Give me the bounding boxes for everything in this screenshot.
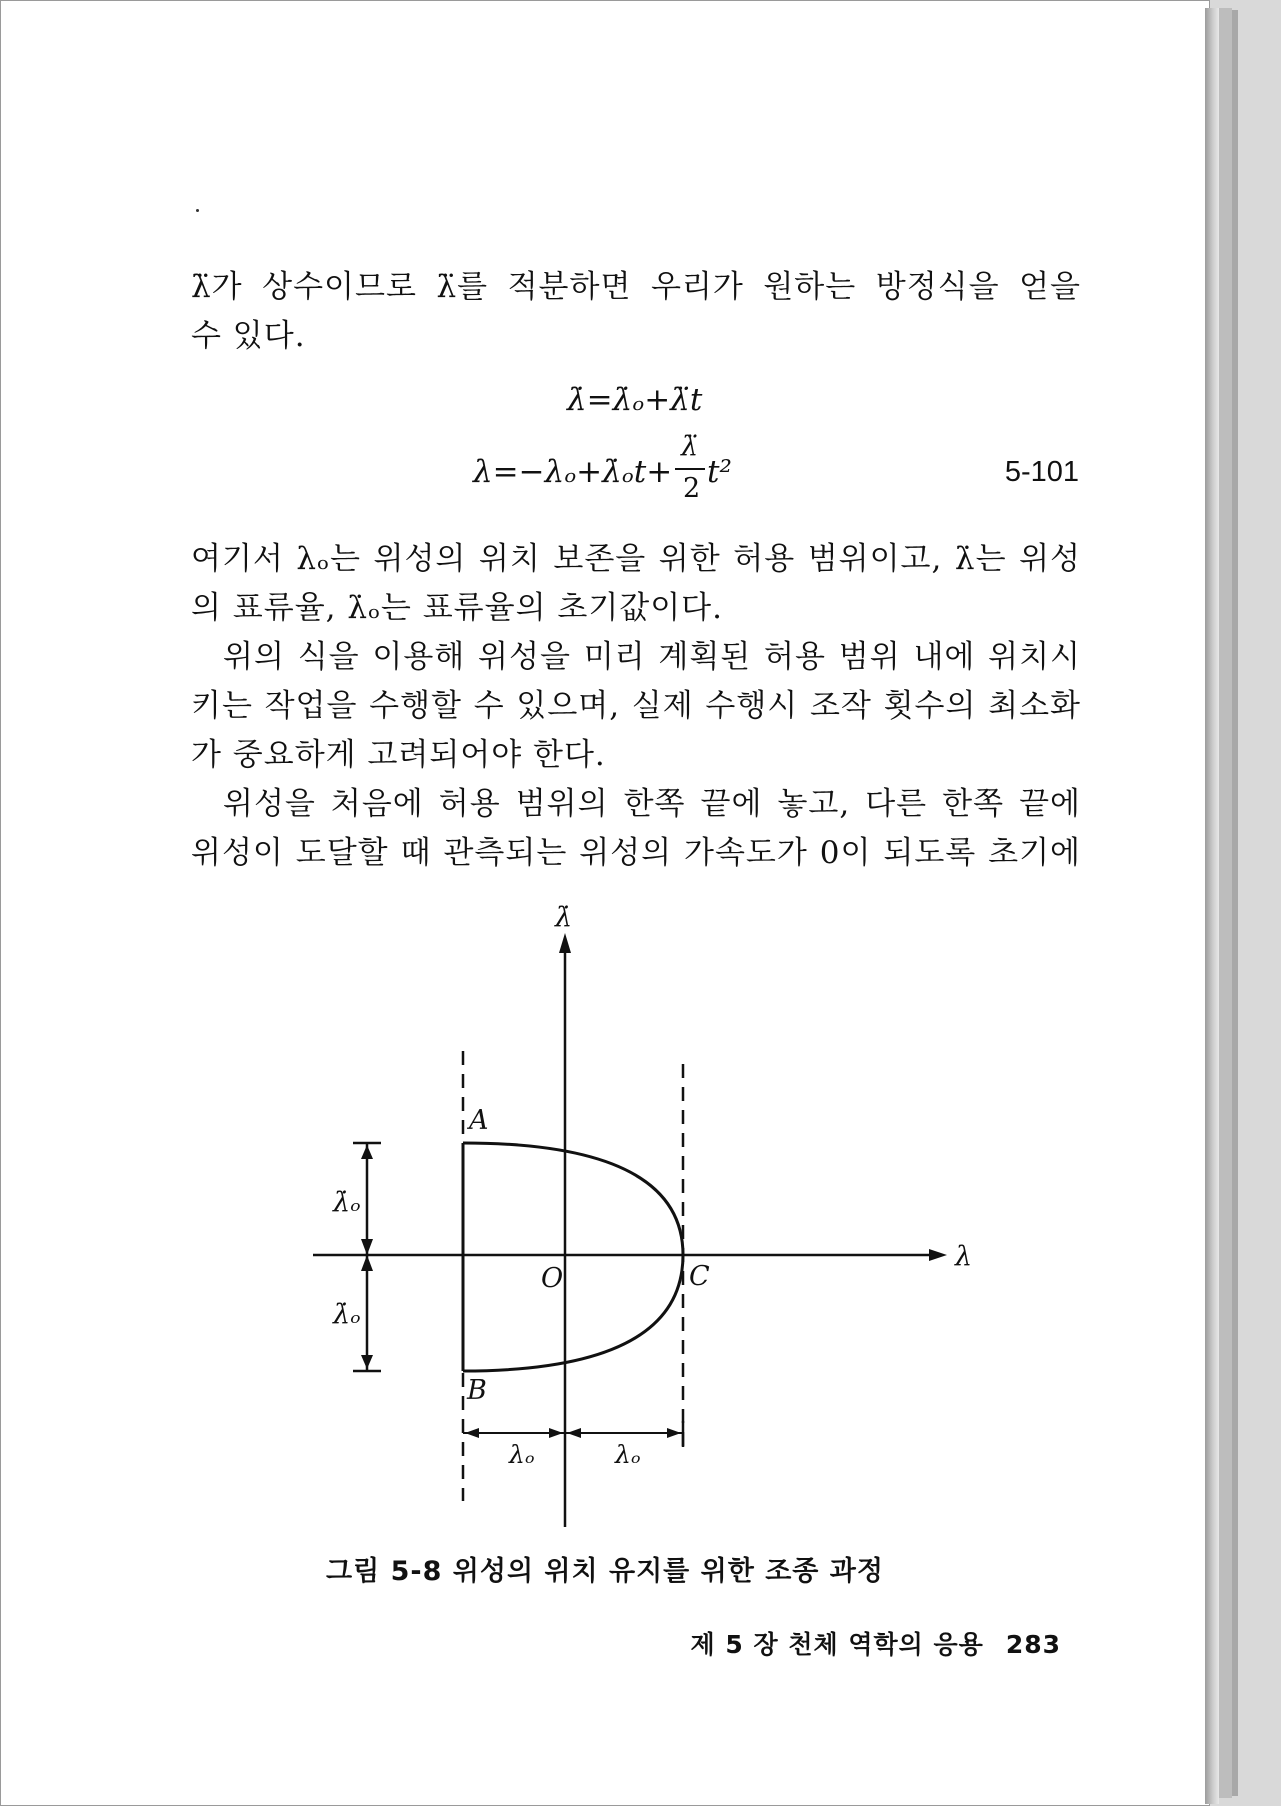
dim-arrow [567,1428,581,1438]
chapter-title: 제 5 장 천체 역학의 응용 [690,1630,984,1659]
origin-label: O [541,1263,564,1294]
x-axis-arrow [929,1249,947,1261]
dim-arrow [361,1239,373,1255]
y-axis-arrow [559,933,571,953]
paragraph-line: 여기서 λₒ는 위성의 위치 보존을 위한 허용 범위이고, λ̇는 위성 [191,541,1081,577]
point-c-label: C [689,1261,710,1292]
paragraph-line: 위성을 처음에 허용 범위의 한쪽 끝에 놓고, 다른 한쪽 끝에 [223,786,1081,822]
equation-2-fraction-numerator: λ̈ [681,431,699,462]
upper-dimension-label: λ̇ₒ [333,1187,361,1218]
lower-dimension-label: λ̇ₒ [333,1299,361,1330]
dim-arrow [667,1428,681,1438]
right-dimension-label: λₒ [615,1440,641,1469]
dim-arrow [361,1255,373,1271]
x-axis-label: λ [955,1241,973,1272]
point-a-label: A [469,1105,489,1136]
page-number: 283 [1005,1630,1061,1659]
paragraph-line: 위성이 도달할 때 관측되는 위성의 가속도가 0이 되도록 초기에 [191,835,1081,871]
equation-2-right: t² [707,454,732,490]
equation-2-fraction-denominator: 2 [683,473,701,504]
lower-arc [463,1255,683,1371]
y-axis-label: λ̇ [555,902,573,933]
paragraph-line: 의 표류율, λ̇ₒ는 표류율의 초기값이다. [191,590,723,626]
point-b-label: B [467,1375,487,1406]
paragraph-line: 가 중요하게 고려되어야 한다. [191,737,606,773]
dim-arrow [549,1428,563,1438]
equation-number: 5-101 [1004,456,1079,488]
paragraph-line: 위의 식을 이용해 위성을 미리 계획된 허용 범위 내에 위치시 [223,639,1081,675]
equation-1: λ̇=λ̇ₒ+λ̈t [567,382,703,418]
page-footer [691,1625,1061,1661]
figure-5-8-diagram [1,1,1209,1541]
upper-arc [463,1143,683,1255]
dim-arrow [361,1355,373,1369]
paragraph-line: λ̈가 상수이므로 λ̈를 적분하면 우리가 원하는 방정식을 얻을 [191,269,1081,305]
paragraph-line: 수 있다. [191,318,306,354]
paragraph-line: 키는 작업을 수행할 수 있으며, 실제 수행시 조작 횟수의 최소화 [191,688,1081,724]
equation-2-left: λ=−λₒ+λ̇ₒt+ [473,454,673,490]
figure-caption: 그림 5-8 위성의 위치 유지를 위한 조종 과정 [326,1556,884,1587]
dim-arrow [361,1145,373,1159]
left-dimension-label: λₒ [509,1440,535,1469]
book-spine-edge [1205,8,1219,1804]
dim-arrow [465,1428,479,1438]
